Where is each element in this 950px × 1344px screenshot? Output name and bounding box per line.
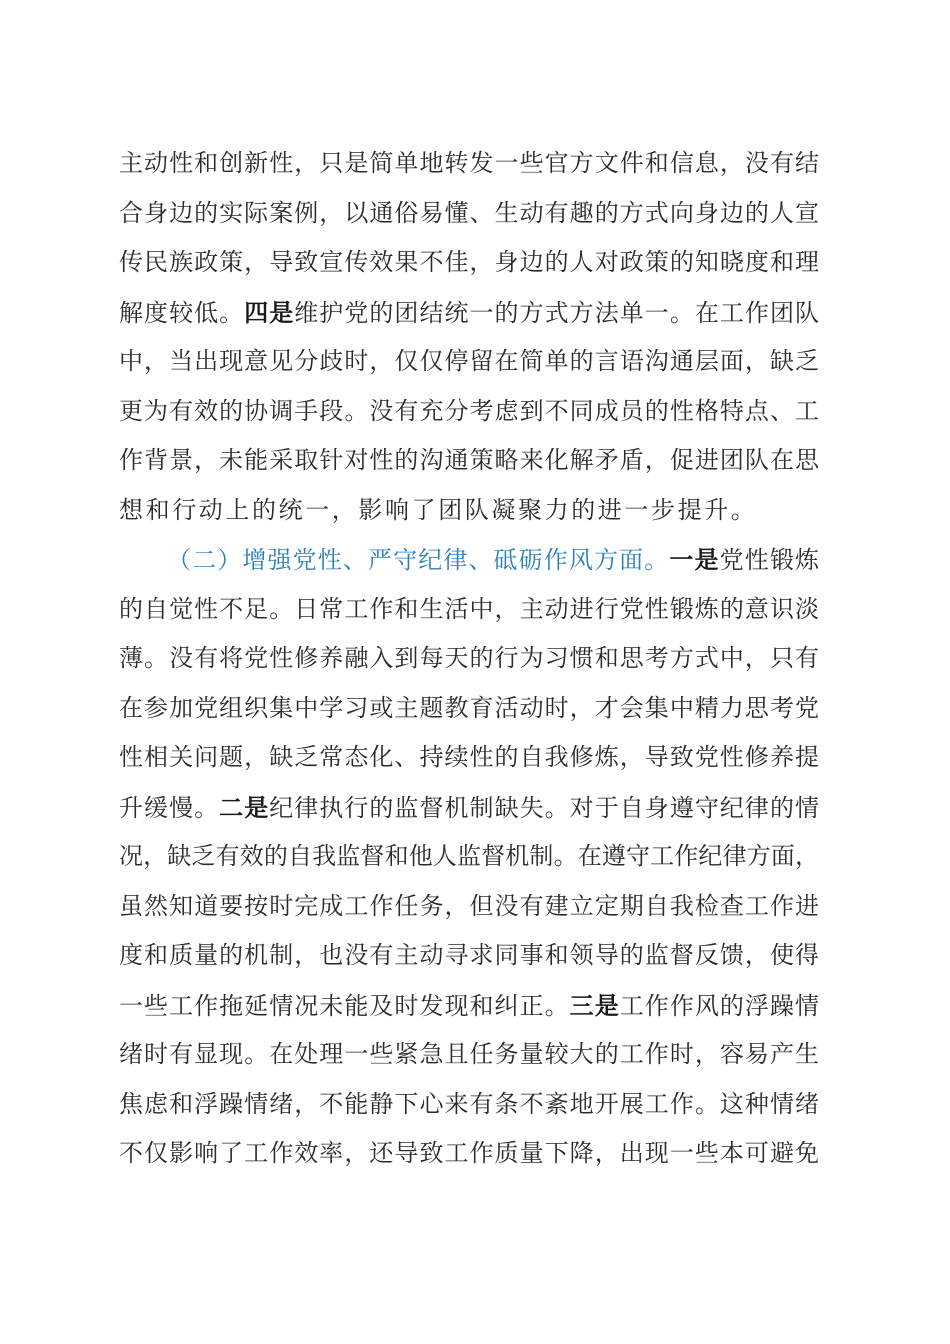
body-text: 况，缺乏有效的自我监督和他人监督机制。在遵守工作纪律方面， bbox=[119, 842, 819, 870]
section-heading-line bbox=[119, 535, 819, 585]
text-line bbox=[119, 436, 819, 486]
text-line bbox=[119, 733, 819, 783]
emphasis-label: 二是 bbox=[219, 792, 270, 822]
text-line bbox=[119, 882, 819, 932]
body-text: 纪律执行的监督机制缺失。对于自身遵守纪律的情 bbox=[269, 793, 820, 822]
body-text: 度和质量的机制，也没有主动寻求同事和领导的监督反馈，使得 bbox=[119, 941, 819, 969]
text-line bbox=[119, 585, 819, 635]
text-line bbox=[119, 634, 819, 684]
emphasis-label: 三是 bbox=[569, 990, 620, 1020]
body-text: 作背景，未能采取针对性的沟通策略来化解矛盾，促进团队在思 bbox=[119, 446, 819, 474]
body-text: 一些工作拖延情况未能及时发现和纠正。 bbox=[119, 991, 570, 1020]
body-text: 党性锻炼 bbox=[719, 546, 820, 574]
text-line bbox=[119, 139, 819, 189]
body-text: 传民族政策，导致宣传效果不佳，身边的人对政策的知晓度和理 bbox=[119, 248, 819, 276]
text-line bbox=[119, 981, 819, 1031]
text-line bbox=[119, 783, 819, 833]
text-line bbox=[119, 288, 819, 338]
text-line bbox=[119, 684, 819, 734]
body-text: 工作作风的浮躁情 bbox=[619, 991, 820, 1020]
text-line bbox=[119, 337, 819, 387]
text-line bbox=[119, 238, 819, 288]
text-line bbox=[119, 189, 819, 239]
body-text: 维护党的团结统一的方式方法单一。在工作团队 bbox=[294, 298, 820, 327]
emphasis-label: 一是 bbox=[669, 545, 720, 574]
body-text: 不仅影响了工作效率，还导致工作质量下降，出现一些本可避免 bbox=[119, 1139, 819, 1167]
body-text: 虽然知道要按时完成工作任务，但没有建立定期自我检查工作进 bbox=[119, 891, 819, 920]
text-line bbox=[119, 1129, 819, 1179]
text-line bbox=[119, 832, 819, 882]
body-text: 想和行动上的统一，影响了团队凝聚力的进一步提升。 bbox=[119, 495, 758, 524]
body-text: 解度较低。 bbox=[119, 298, 245, 327]
text-line bbox=[119, 387, 819, 437]
body-text: 薄。没有将党性修养融入到每天的行为习惯和思考方式中，只有 bbox=[119, 644, 819, 672]
text-line bbox=[119, 1030, 819, 1080]
body-text: 升缓慢。 bbox=[119, 793, 220, 822]
body-text: 在参加党组织集中学习或主题教育活动时，才会集中精力思考党 bbox=[119, 693, 819, 722]
section-heading: （二）增强党性、严守纪律、砥砺作风方面。 bbox=[167, 546, 670, 574]
body-text: 更为有效的协调手段。没有充分考虑到不同成员的性格特点、工 bbox=[119, 396, 819, 425]
emphasis-label: 四是 bbox=[244, 297, 295, 327]
text-line bbox=[119, 486, 819, 536]
body-text: 中，当出现意见分歧时，仅仅停留在简单的言语沟通层面，缺乏 bbox=[119, 347, 819, 375]
document-page bbox=[119, 139, 819, 1179]
body-text: 绪时有显现。在处理一些紧急且任务量较大的工作时，容易产生 bbox=[119, 1040, 819, 1068]
body-text: 性相关问题，缺乏常态化、持续性的自我修炼，导致党性修养提 bbox=[119, 743, 819, 771]
body-text: 合身边的实际案例，以通俗易懂、生动有趣的方式向身边的人宣 bbox=[119, 198, 819, 227]
text-line bbox=[119, 931, 819, 981]
body-text: 焦虑和浮躁情绪，不能静下心来有条不紊地开展工作。这种情绪 bbox=[119, 1089, 819, 1118]
text-line bbox=[119, 1080, 819, 1130]
body-text: 主动性和创新性，只是简单地转发一些官方文件和信息，没有结 bbox=[119, 149, 819, 177]
body-text: 的自觉性不足。日常工作和生活中，主动进行党性锻炼的意识淡 bbox=[119, 594, 819, 623]
